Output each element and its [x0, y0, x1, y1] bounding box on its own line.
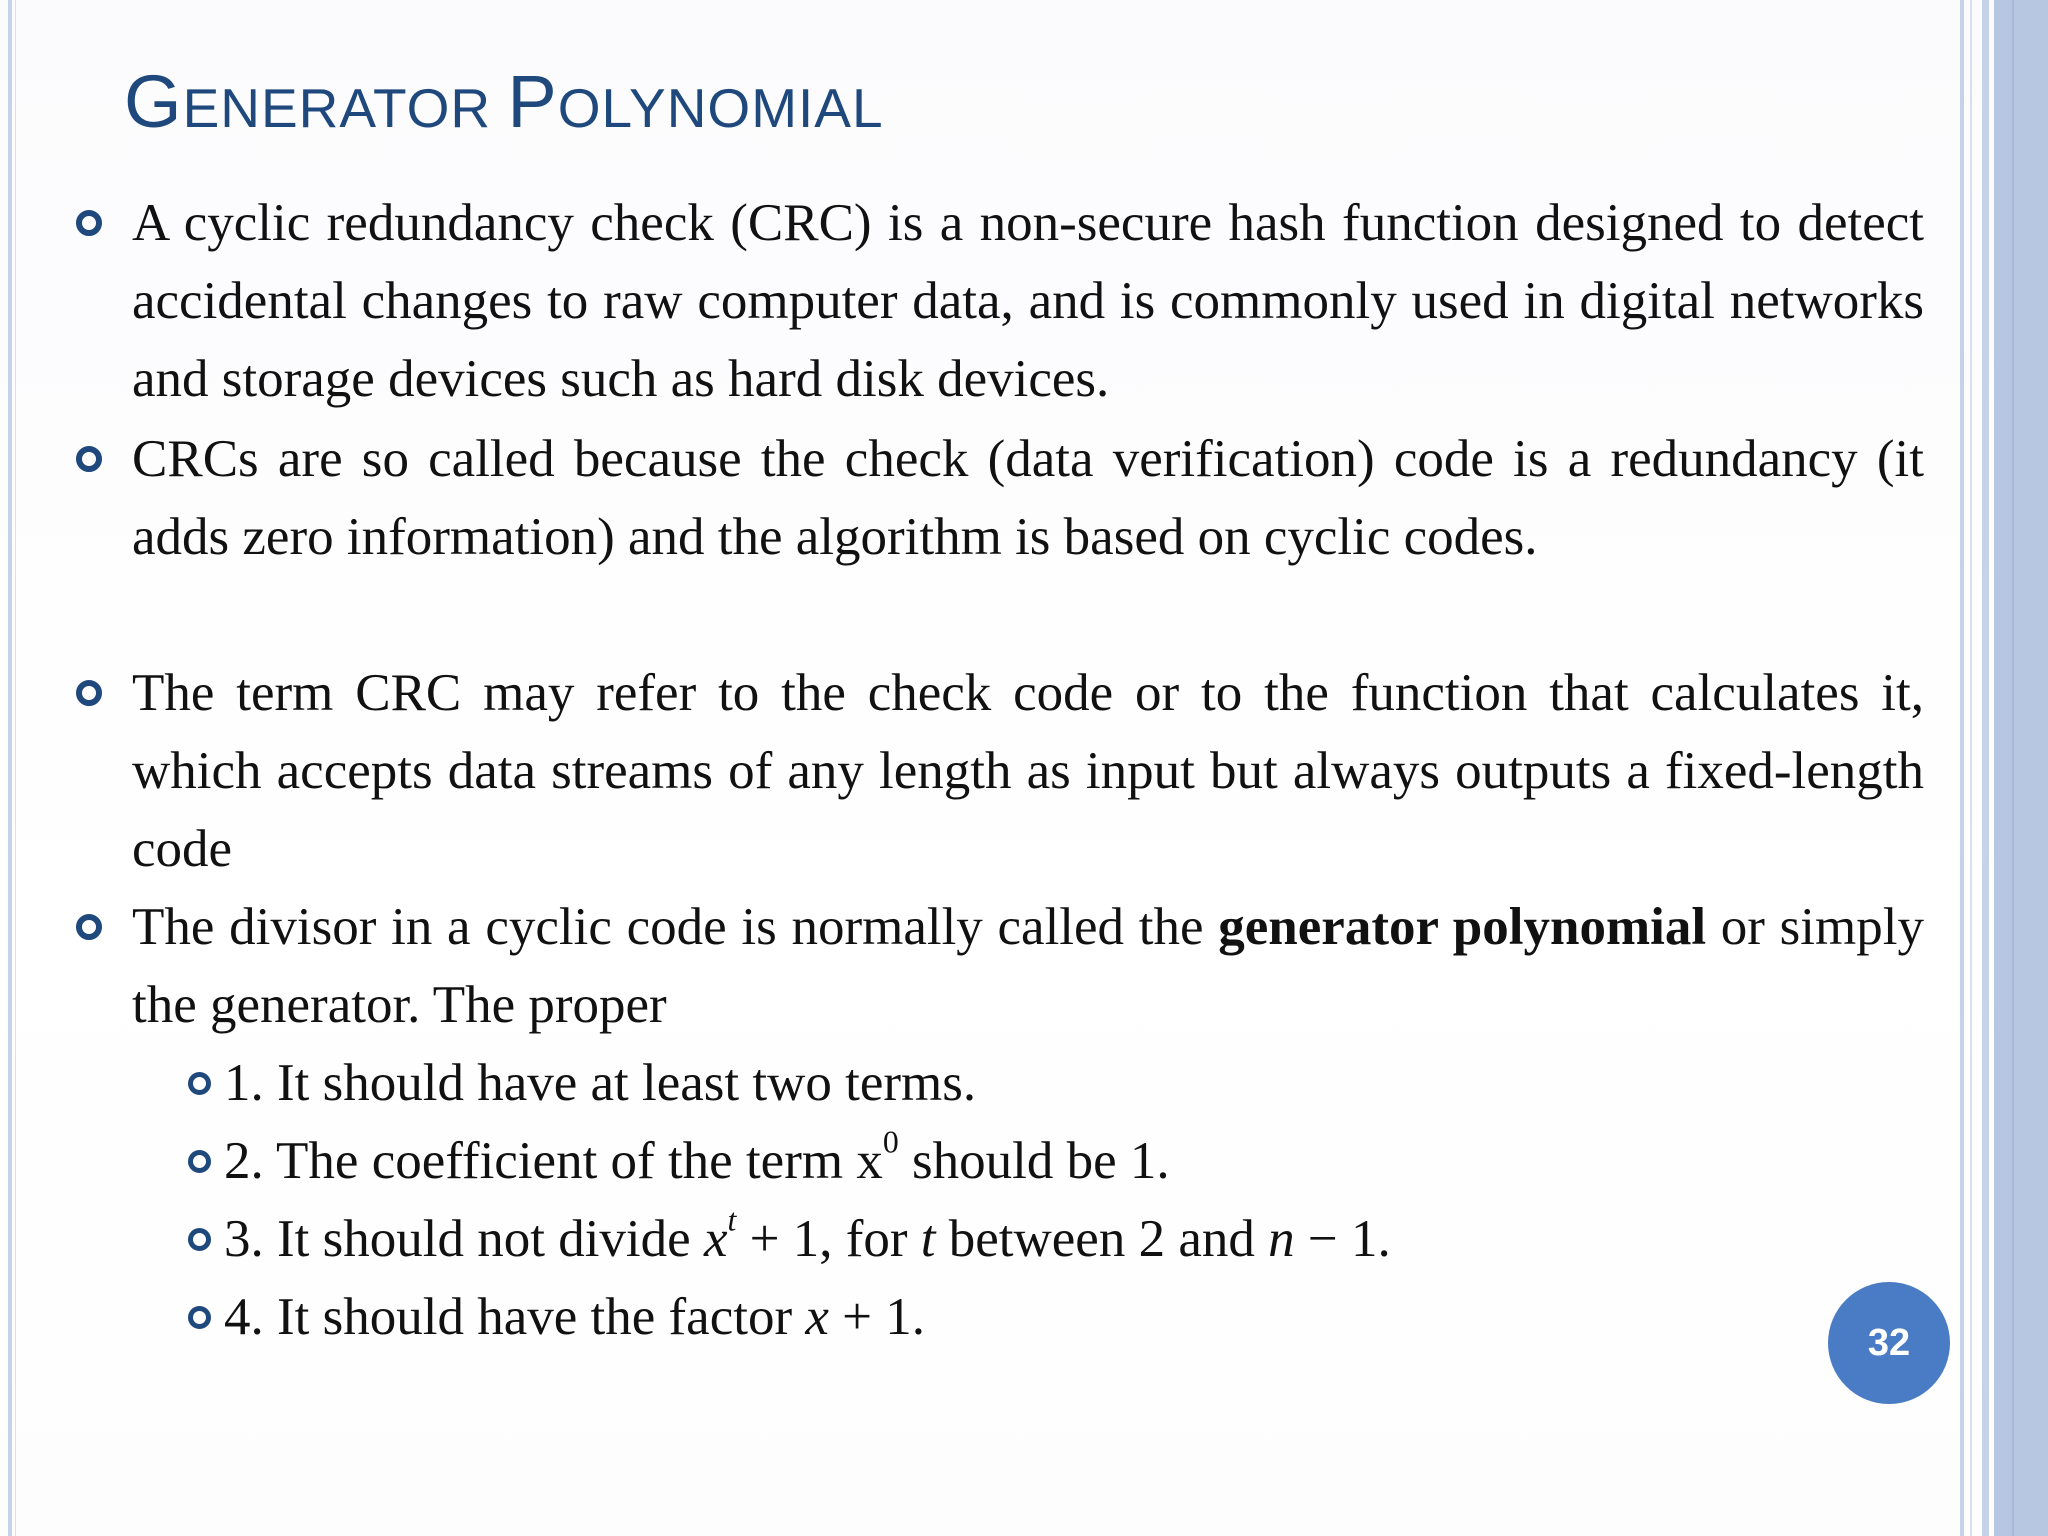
bullet-4-bold-term: generator polynomial: [1218, 898, 1707, 956]
subbullet-4: [224, 1278, 1724, 1356]
subbullet-4-var-x: x: [805, 1288, 829, 1346]
subbullet-marker-icon: [188, 1228, 211, 1251]
subbullet-marker-icon: [188, 1072, 211, 1095]
subbullet-3-var-x: x: [703, 1210, 728, 1268]
subbullet-2-superscript: 0: [882, 1124, 899, 1160]
subbullet-4-after: + 1.: [828, 1288, 926, 1346]
subbullet-marker-icon: [188, 1150, 211, 1173]
title-rest-1: ENERATOR: [182, 77, 508, 139]
bullet-4-text-before: The divisor in a cyclic code is normally called the: [132, 898, 1219, 956]
bullet-1: A cyclic redundancy check (CRC) is a non-secure hash function designed to detect accidental changes to raw computer data, and is commonly used in digital networks and storage devices such as hard disk devices.: [132, 194, 1924, 408]
subbullet-3-var-t: t: [920, 1210, 936, 1268]
subbullet-3-mid-2: between 2 and: [935, 1210, 1269, 1268]
subbullet-1: 1. It should have at least two terms.: [224, 1054, 977, 1112]
subbullet-2-after: should be 1.: [898, 1132, 1170, 1190]
title-initial-g: G: [124, 60, 183, 143]
subbullet-3-var-n: n: [1268, 1210, 1295, 1268]
bullet-marker-icon: [76, 914, 102, 940]
subbullet-2-before: 2. The coefficient of the term x: [224, 1132, 883, 1190]
subbullet-4-before: 4. It should have the factor: [224, 1288, 806, 1346]
title-initial-p: P: [507, 60, 558, 143]
page-number: 32: [1867, 1321, 1911, 1364]
page-number-badge: [1828, 1282, 1950, 1404]
bullet-marker-icon: [76, 446, 102, 472]
title-rest-2: OLYNOMIAL: [557, 77, 884, 139]
bullet-4: [132, 888, 1924, 1044]
bullet-2: CRCs are so called because the check (data verification) code is a redundancy (it adds zero information) and the algorithm is based on cyclic codes.: [132, 430, 1924, 566]
subbullet-3-superscript: t: [727, 1202, 737, 1238]
subbullet-3-after: − 1.: [1294, 1210, 1391, 1268]
subbullet-3: [224, 1200, 1724, 1278]
bullet-marker-icon: [76, 680, 102, 706]
bullet-4-text-after: or simply the generator. The proper: [132, 898, 1924, 1034]
bullet-3: The term CRC may refer to the check code or to the function that calculates it, which accepts data streams of any length as input but always outputs a fixed-length code: [132, 664, 1924, 878]
bullet-marker-icon: [76, 210, 102, 236]
subbullet-2: [224, 1122, 1724, 1200]
subbullet-marker-icon: [188, 1306, 211, 1329]
subbullet-3-before: 3. It should not divide: [224, 1210, 704, 1268]
subbullet-3-mid-1: + 1, for: [736, 1210, 921, 1268]
